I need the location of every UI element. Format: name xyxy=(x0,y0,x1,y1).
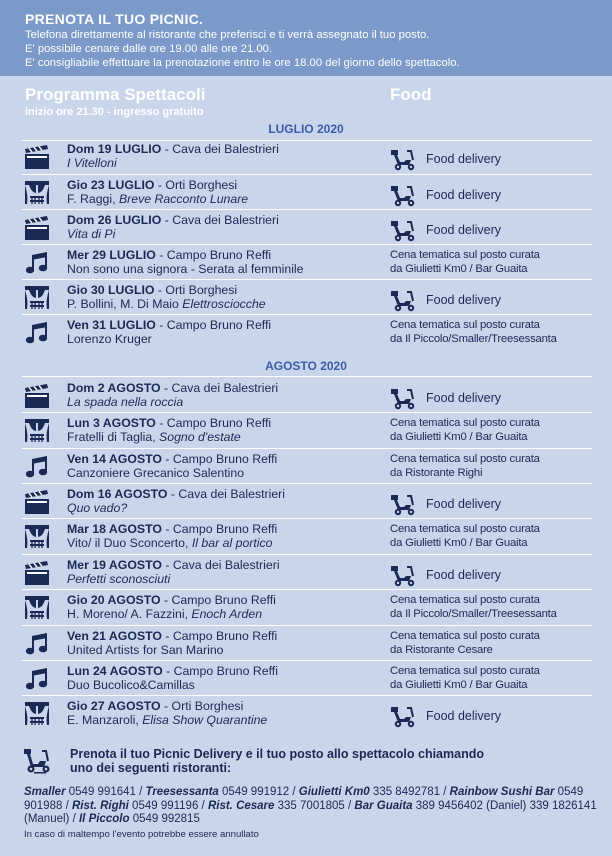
food-info xyxy=(390,143,600,173)
program-subtitle: inizio ore 21.30 - ingresso gratuito xyxy=(25,106,204,118)
food-dinner-line: Cena tematica sul posto curata xyxy=(390,319,540,331)
restaurant-name: Rainbow Sushi Bar xyxy=(449,786,555,798)
event-date: Mer 29 LUGLIO xyxy=(67,248,156,262)
restaurant-name: Smaller xyxy=(24,786,66,798)
event-date: Ven 31 LUGLIO xyxy=(67,318,156,332)
food-info xyxy=(390,488,600,518)
event-show-title: Perfetti sconosciuti xyxy=(67,571,171,586)
event-row xyxy=(0,557,612,593)
food-dinner-line: Cena tematica sul posto curata xyxy=(390,249,540,261)
music-icon xyxy=(24,454,50,480)
footer-headline: Prenota il tuo Picnic Delivery e il tuo posto allo spettacolo chiamando uno dei seguenti ristoranti: xyxy=(70,747,484,775)
event-row xyxy=(0,212,612,248)
food-dinner-text xyxy=(390,523,540,550)
event-date: Dom 19 LUGLIO xyxy=(67,142,162,156)
restaurant-name: Rist. Righi xyxy=(71,799,129,812)
theater-icon xyxy=(24,418,50,444)
event-text xyxy=(67,417,271,444)
event-performer-name: Canzoniere Grecanico Salentino xyxy=(67,465,245,480)
event-date: Gio 27 AGOSTO xyxy=(67,699,161,713)
row-divider xyxy=(22,448,592,449)
theater-icon xyxy=(24,595,50,621)
event-place: - Campo Bruno Reffi xyxy=(155,416,272,430)
event-row xyxy=(0,380,612,416)
event-performer xyxy=(67,467,277,481)
event-row xyxy=(0,628,612,664)
event-text xyxy=(67,523,277,550)
weather-note: In caso di maltempo l'evento potrebbe essere annullato xyxy=(24,829,259,840)
event-row xyxy=(0,415,612,451)
event-performer-name: Duo Bucolico&Camillas xyxy=(67,677,195,692)
footer xyxy=(0,743,612,856)
event-text xyxy=(67,382,278,409)
event-show-title: Elettrosciocche xyxy=(182,296,266,311)
event-performer-name: P. Bollini, M. Di Maio xyxy=(67,296,183,311)
row-divider xyxy=(22,554,592,555)
event-text xyxy=(67,630,277,657)
event-row xyxy=(0,486,612,522)
clapperboard-icon xyxy=(24,489,50,515)
food-delivery-label: Food delivery xyxy=(426,391,502,405)
music-icon xyxy=(24,666,50,692)
scooter-icon xyxy=(390,493,416,517)
event-date: Ven 14 AGOSTO xyxy=(67,452,162,466)
food-dinner-provider: da Ristorante Righi xyxy=(390,466,483,479)
event-performer xyxy=(67,396,278,410)
theater-icon xyxy=(24,285,50,311)
row-divider xyxy=(22,625,592,626)
event-performer xyxy=(67,333,271,347)
event-show-title: Elisa Show Quarantine xyxy=(142,712,268,727)
scooter-icon xyxy=(22,747,52,775)
restaurant-phone: 0549 991641 xyxy=(68,786,136,798)
event-row xyxy=(0,698,612,734)
food-dinner-line: Cena tematica sul posto curata xyxy=(390,630,540,642)
food-info xyxy=(390,319,600,349)
event-performer-name: E. Manzaroli, xyxy=(67,712,143,727)
event-date: Lun 24 AGOSTO xyxy=(67,664,163,678)
event-row xyxy=(0,247,612,283)
event-place: - Orti Borghesi xyxy=(160,699,244,713)
event-performer xyxy=(67,679,278,693)
food-delivery-label: Food delivery xyxy=(426,293,502,307)
event-performer xyxy=(67,263,304,277)
food-info xyxy=(390,214,600,244)
event-date: Dom 26 LUGLIO xyxy=(67,213,162,227)
event-place: - Campo Bruno Reffi xyxy=(155,248,272,262)
event-date: Gio 23 LUGLIO xyxy=(67,178,155,192)
event-row xyxy=(0,317,612,353)
row-divider xyxy=(22,244,592,245)
food-dinner-text xyxy=(390,319,557,346)
event-text xyxy=(67,214,279,241)
event-date: Mar 18 AGOSTO xyxy=(67,522,162,536)
header-line: E' possibile cenare dalle ore 19.00 alle ore 21.00. xyxy=(25,43,273,55)
food-delivery-label: Food delivery xyxy=(426,497,502,511)
event-performer xyxy=(67,431,271,445)
event-place: - Campo Bruno Reffi xyxy=(162,452,278,466)
scooter-icon xyxy=(390,219,416,243)
food-info xyxy=(390,700,600,730)
event-text xyxy=(67,453,277,480)
event-text xyxy=(67,284,266,311)
event-performer xyxy=(67,644,277,658)
event-date: Mer 19 AGOSTO xyxy=(67,558,162,572)
food-dinner-line: Cena tematica sul posto curata xyxy=(390,417,540,429)
music-icon xyxy=(24,631,50,657)
event-text xyxy=(67,319,271,346)
row-divider xyxy=(22,695,592,696)
clapperboard-icon xyxy=(24,560,50,586)
restaurant-phone: 0549 992815 xyxy=(132,813,200,826)
event-performer-name: Fratelli di Taglia, xyxy=(67,429,160,444)
event-row xyxy=(0,141,612,177)
event-performer xyxy=(67,193,248,207)
music-icon xyxy=(24,320,50,346)
event-date: Gio 30 LUGLIO xyxy=(67,283,155,297)
event-place: - Campo Bruno Reffi xyxy=(155,318,272,332)
event-row xyxy=(0,177,612,213)
event-place: - Cava dei Balestrieri xyxy=(167,487,286,501)
row-divider xyxy=(22,174,592,175)
row-divider xyxy=(22,314,592,315)
food-info xyxy=(390,417,600,447)
music-icon xyxy=(24,250,50,276)
event-text xyxy=(67,488,285,515)
restaurant-name: Giulietti Km0 xyxy=(298,786,370,798)
food-dinner-provider: da Ristorante Cesare xyxy=(390,643,493,656)
food-dinner-provider: da Giulietti Km0 / Bar Guaita xyxy=(390,678,528,691)
event-date: Ven 21 AGOSTO xyxy=(67,629,162,643)
event-place: - Orti Borghesi xyxy=(154,178,238,192)
theater-icon xyxy=(24,524,50,550)
event-date: Dom 16 AGOSTO xyxy=(67,487,168,501)
event-date: Gio 20 AGOSTO xyxy=(67,593,161,607)
event-performer xyxy=(67,502,285,516)
event-performer-name: Vito/ il Duo Sconcerto, xyxy=(67,535,192,550)
clapperboard-icon xyxy=(24,144,50,170)
theater-icon xyxy=(24,701,50,727)
scooter-icon xyxy=(390,184,416,208)
event-performer xyxy=(67,573,280,587)
event-show-title: I Vitelloni xyxy=(67,155,117,170)
food-delivery-label: Food delivery xyxy=(426,223,502,237)
event-text xyxy=(67,179,248,206)
header-line: E' consigliabile effettuare la prenotazione entro le ore 18.00 del giorno dello spettacolo. xyxy=(25,57,460,69)
event-performer-name: Lorenzo Kruger xyxy=(67,331,152,346)
food-info xyxy=(390,453,600,483)
event-text xyxy=(67,143,279,170)
restaurant-phone: 0549 991196 xyxy=(132,799,199,812)
food-info xyxy=(390,559,600,589)
restaurant-name: Il Piccolo xyxy=(78,813,130,826)
event-show-title: Quo vado? xyxy=(67,500,128,515)
program-heading: Programma Spettacoli xyxy=(25,85,206,104)
event-place: - Orti Borghesi xyxy=(154,283,238,297)
event-row xyxy=(0,282,612,318)
event-show-title: Il bar al portico xyxy=(191,535,273,550)
event-performer xyxy=(67,537,277,551)
row-divider xyxy=(22,140,592,141)
row-divider xyxy=(22,483,592,484)
scooter-icon xyxy=(390,148,416,172)
event-text xyxy=(67,559,280,586)
restaurant-name: Treesessanta xyxy=(145,786,219,798)
restaurant-name: Bar Guaita xyxy=(354,799,413,812)
event-row xyxy=(0,451,612,487)
food-dinner-text xyxy=(390,665,540,692)
row-divider xyxy=(22,589,592,590)
event-text xyxy=(67,700,267,727)
food-dinner-text xyxy=(390,249,540,276)
scooter-icon xyxy=(390,705,416,729)
event-text xyxy=(67,594,276,621)
event-place: - Cava dei Balestrieri xyxy=(160,381,279,395)
food-dinner-line: Cena tematica sul posto curata xyxy=(390,453,540,465)
restaurant-phone: 389 9456402 (Daniel) 339 1826141 (Manuel) xyxy=(24,799,597,826)
scooter-icon xyxy=(390,289,416,313)
food-info xyxy=(390,382,600,412)
event-row xyxy=(0,592,612,628)
food-delivery-label: Food delivery xyxy=(426,568,502,582)
restaurant-phone: 335 8492781 xyxy=(372,786,441,798)
event-performer-name: Non sono una signora - Serata al femminile xyxy=(67,261,304,276)
food-info xyxy=(390,665,600,695)
event-performer-name: H. Moreno/ A. Fazzini, xyxy=(67,606,192,621)
food-dinner-provider: da Giulietti Km0 / Bar Guaita xyxy=(390,536,528,549)
food-dinner-line: Cena tematica sul posto curata xyxy=(390,523,540,535)
month-heading-august: AGOSTO 2020 xyxy=(265,359,347,373)
food-info xyxy=(390,179,600,209)
row-divider xyxy=(22,518,592,519)
food-dinner-provider: da Il Piccolo/Smaller/Treesessanta xyxy=(390,607,557,620)
event-performer xyxy=(67,714,267,728)
event-place: - Campo Bruno Reffi xyxy=(162,664,278,678)
event-text xyxy=(67,249,304,276)
clapperboard-icon xyxy=(24,383,50,409)
event-show-title: Enoch Arden xyxy=(191,606,263,621)
food-dinner-text xyxy=(390,417,540,444)
food-delivery-label: Food delivery xyxy=(426,188,502,202)
event-place: - Campo Bruno Reffi xyxy=(160,593,276,607)
row-divider xyxy=(22,412,592,413)
food-dinner-provider: da Giulietti Km0 / Bar Guaita xyxy=(390,430,528,443)
restaurant-phone: 0549 901988 xyxy=(24,786,584,812)
food-dinner-line: Cena tematica sul posto curata xyxy=(390,594,540,606)
event-place: - Cava dei Balestrieri xyxy=(161,213,279,227)
event-date: Dom 2 AGOSTO xyxy=(67,381,161,395)
event-place: - Cava dei Balestrieri xyxy=(162,558,280,572)
food-dinner-text xyxy=(390,630,540,657)
event-text xyxy=(67,665,278,692)
scooter-icon xyxy=(390,564,416,588)
row-divider xyxy=(22,279,592,280)
restaurant-phone: 0549 991912 xyxy=(222,786,290,798)
event-date: Lun 3 AGOSTO xyxy=(67,416,156,430)
row-divider xyxy=(22,376,592,377)
event-performer xyxy=(67,608,276,622)
header-line: Telefona direttamente al ristorante che preferisci e ti verrà assegnato il tuo posto. xyxy=(25,29,430,41)
restaurant-name: Rist. Cesare xyxy=(207,799,275,812)
event-performer xyxy=(67,228,279,242)
event-performer xyxy=(67,157,279,171)
event-show-title: La spada nella roccia xyxy=(67,394,184,409)
header-title: PRENOTA IL TUO PICNIC. xyxy=(25,11,204,27)
food-dinner-line: Cena tematica sul posto curata xyxy=(390,665,540,677)
food-delivery-label: Food delivery xyxy=(426,152,502,166)
event-row xyxy=(0,521,612,557)
row-divider xyxy=(22,209,592,210)
event-performer xyxy=(67,298,266,312)
event-show-title: Vita di Pi xyxy=(67,226,116,241)
event-place: - Campo Bruno Reffi xyxy=(162,522,278,536)
food-dinner-provider: da Il Piccolo/Smaller/Treesessanta xyxy=(390,332,557,345)
theater-icon xyxy=(24,180,50,206)
food-dinner-text xyxy=(390,453,540,480)
restaurant-phone: 335 7001805 xyxy=(277,799,345,812)
event-show-title: Breve Racconto Lunare xyxy=(118,191,249,206)
food-info xyxy=(390,630,600,660)
food-delivery-label: Food delivery xyxy=(426,709,502,723)
event-performer-name: F. Raggi, xyxy=(67,191,119,206)
food-dinner-text xyxy=(390,594,557,621)
month-heading-july: LUGLIO 2020 xyxy=(268,122,344,136)
restaurant-list: Smaller 0549 991641 / Treesessanta 0549 991912 / Giulietti Km0 335 8492781 / Rainbow Sushi Bar 0549 901988 / Rist. Righi 0549 991196 / Rist. Cesare 335 7001805 / Bar Guaita 389 9456402 (Daniel) 339 1826141 (Manuel) / Il Piccolo 0549 992815 xyxy=(24,786,597,826)
food-info xyxy=(390,284,600,314)
scooter-icon xyxy=(390,387,416,411)
event-place: - Cava dei Balestrieri xyxy=(161,142,279,156)
food-heading: Food xyxy=(390,85,432,104)
event-performer-name: United Artists for San Marino xyxy=(67,642,224,657)
clapperboard-icon xyxy=(24,215,50,241)
food-info xyxy=(390,249,600,279)
event-show-title: Sogno d'estate xyxy=(159,429,241,444)
row-divider xyxy=(22,660,592,661)
food-info xyxy=(390,523,600,553)
food-info xyxy=(390,594,600,624)
event-place: - Campo Bruno Reffi xyxy=(162,629,278,643)
header-banner xyxy=(0,0,612,76)
event-row xyxy=(0,663,612,699)
food-dinner-provider: da Giulietti Km0 / Bar Guaita xyxy=(390,262,528,275)
